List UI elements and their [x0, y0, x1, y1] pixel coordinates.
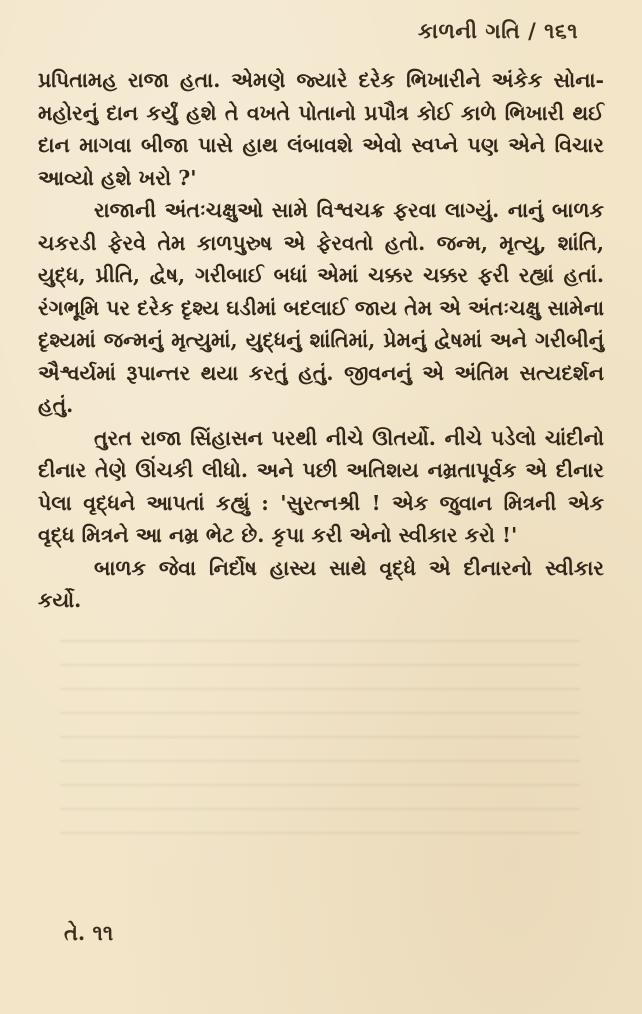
paragraph-continuation: પ્રપિતામહ રાજા હતા. એમણે જ્યારે દરેક ભિખારીને અંકેક સોના-મહોરનું દાન કર્યું હશે તે વખતે પોતાનો પ્રપૌત્ર કોઈ કાળે ભિખારી થઈ દાન માગવા બીજા પાસે હાથ લંબાવશે એવો સ્વપ્ને પણ એને વિચાર આવ્યો હશે ખરો ?'	[38, 68, 604, 190]
running-head: કાળની ગતિ / ૧૬૧	[418, 18, 578, 43]
paragraph: તુરત રાજા સિંહાસન પરથી નીચે ઊતર્યો. નીચે પડેલો ચાંદીનો દીનાર તેણે ઊંચકી લીધો. અને પછી અતિશય નમ્રતાપૂર્વક એ દીનાર પેલા વૃદ્ધને આપતાં કહ્યું : 'સુરત્નશ્રી ! એક જુવાન મિત્રની એક વૃદ્ધ મિત્રને આ નમ્ર ભેટ છે. કૃપા કરી એનો સ્વીકાર કરો !'	[38, 425, 604, 547]
body-text	[38, 64, 604, 617]
paragraph: રાજાની અંતઃચક્ષુઓ સામે વિશ્વચક્ર ફરવા લાગ્યું. નાનું બાળક ચકરડી ફેરવે તેમ કાળપુરુષ એ ફેરવતો હતો. જન્મ, મૃત્યુ, શાંતિ, યુદ્ધ, પ્રીતિ, દ્વેષ, ગરીબાઈ બધાં એમાં ચક્કર ચક્કર ફરી રહ્યાં હતાં. રંગભૂમિ પર દરેક દૃશ્ય ઘડીમાં બદલાઈ જાય તેમ એ અંતઃચક્ષુ સામેના દૃશ્યમાં જન્મનું મૃત્યુમાં, યુદ્ધનું શાંતિમાં, પ્રેમનું દ્વેષમાં અને ગરીબીનું ઐશ્વર્યમાં રૂપાન્તર થયા કરતું હતું. જીવનનું એ અંતિમ સત્યદર્શન હતું.	[38, 198, 604, 417]
paragraph: બાળક જેવા નિર્દોષ હાસ્ય સાથે વૃદ્ધે એ દીનારનો સ્વીકાર કર્યો.	[38, 555, 604, 612]
signature-mark: તે. ૧૧	[64, 920, 114, 945]
bleed-through-text	[60, 640, 580, 840]
